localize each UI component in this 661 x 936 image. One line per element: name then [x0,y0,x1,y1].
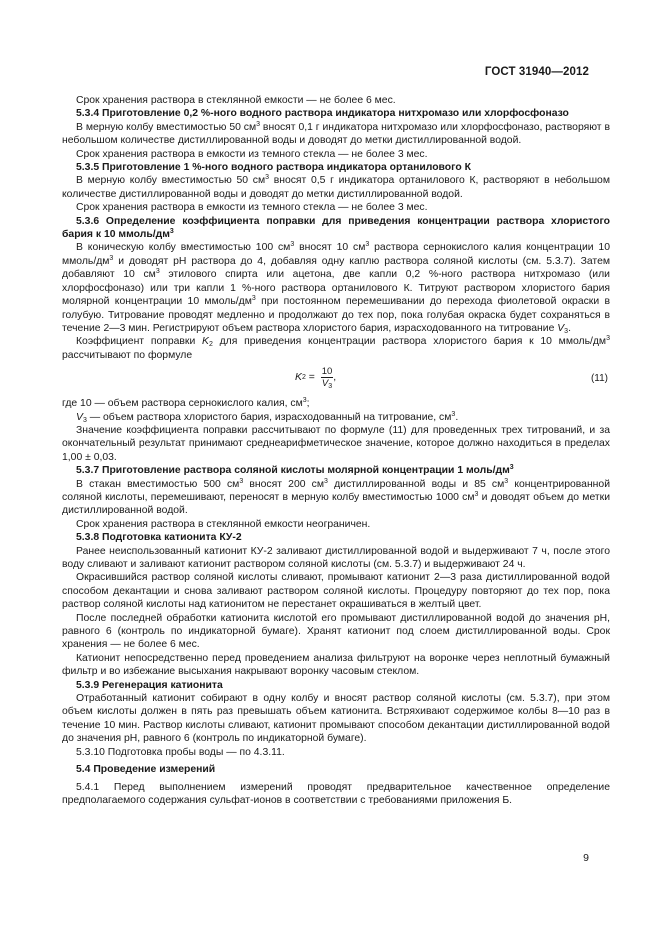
paragraph: В мерную колбу вместимостью 50 $см^3$ вносят 0,5 г индикатора ортанилового К, растворяют в небольшом количестве дистиллированной воды и доводят до метки дистиллированной водой. [62,174,610,200]
paragraph: В стакан вместимостью 500 $см^3$ вносят 200 $см^3$ дистиллированной воды и 85 $см^3$ концентрированной соляной кислоты, перемешивают, переносят в мерную колбу вместимостью 1000 $см^3$ и доводят объем до метки дистиллированной водой. [62,477,611,517]
section-heading: 5.3.6 Определение коэффициента поправки для приведения концентрации раствора хлористого бария к 10 ммоль/$дм^3$ [62,215,610,241]
paragraph: 5.4.1 Перед выполнением измерений проводят предварительное качественное определение предполагаемого содержания сульфат-ионов в соответствии с требованиями приложения Б. [62,781,610,806]
formula-fraction: $\frac{10}{V_3}$ [321,366,333,391]
section-heading: 5.3.8 Подготовка катионита КУ-2 [76,532,242,544]
paragraph: В мерную колбу вместимостью 50 $см^3$ вносят 0,1 г индикатора нитхромазо или хлорфосфоназо, растворяют в небольшом количестве дистиллированной воды и доводят до метки дистиллированной водой. [62,120,610,147]
formula-expression: K 2 = $\frac{10}{V_3}$ , [295,366,337,391]
paragraph: Значение коэффициента поправки рассчитывают по формуле (11) для проведенных трех титрований, и за окончательный результат принимают среднеарифметическое значение, которое должно находиться в пределах 1,00 ± 0,03. [62,424,610,463]
page-number: 9 [583,852,589,864]
paragraph: Срок хранения раствора в стеклянной емкости неограничен. [76,518,371,530]
paragraph: Срок хранения раствора в емкости из темного стекла — не более 3 мес. [76,148,428,160]
paragraph: Катионит непосредственно перед проведением анализа фильтруют на воронке через неплотный бумажный фильтр и во избежание высыхания накрывают воронку часовым стеклом. [62,652,610,678]
definition: где 10 — объем раствора сернокислого калия, $см^3$; [62,397,310,410]
paragraph: 5.3.10 Подготовка пробы воды — по 4.3.11. [76,746,285,758]
paragraph: Срок хранения раствора в стеклянной емкости — не более 6 мес. [76,95,396,106]
paragraph: После последней обработки катионита кислотой его промывают дистиллированной водой до значения pH, равного 6 (контроль по индикаторной бумаге). Хранят катионит под слоем дистиллированной воды. Срок хранения — не более 6 мес. [62,612,610,651]
section-heading: 5.3.4 Приготовление 0,2 %-ного водного раствора индикатора нитхромазо или хлорфосфоназо [76,108,569,120]
section-heading: 5.4 Проведение измерений [76,764,216,776]
section-heading: 5.3.7 Приготовление раствора соляной кислоты молярной концентрации 1 моль/$дм^3$ [76,464,514,477]
paragraph: Ранее неиспользованный катионит КУ-2 заливают дистиллированной водой и выдерживают 7 ч, после этого воду сливают и заливают катионит раствором соляной кислоты (см. 5.3.7) и выдерживают 24 ч. [62,545,610,570]
paragraph: В коническую колбу вместимостью 100 $см^3$ вносят 10 $см^3$ раствора сернокислого калия концентрации 10 ммоль/$дм^3$ и доводят pH раствора до 4, добавляя одну каплю раствора соляной кислоты (см. 5.3.7). Затем добавляют 10 $см^3$ этилового спирта или ацетона, две капли 0,2 %-ного раствора нитхромазо (или хлорфосфоназо) или три капли 1 %-ного раствора ортанилового К. Титруют раствором хлористого бария молярной концентрации 10 ммоль/$дм^3$ при постоянном перемешивании до перехода фиолетовой окраски в голубую. Титрование проводят медленно и продолжают до тех пор, пока голубая окраска будет сохраняться в течение 2—3 мин. Регистрируют объем раствора хлористого бария, израсходованного на титрование $V_3$. [62,241,610,335]
definition: $V_3$ — объем раствора хлористого бария, израсходованный на титрование, $см^3$. [76,410,459,424]
paragraph: Окрасившийся раствор соляной кислоты сливают, промывают катионит 2—3 раза дистиллированной водой способом декантации и снова заливают раствором соляной кислоты. Процедуру повторяют до тех пор, пока раствор соляной кислоты над катионитом не перестанет окрашиваться в желтый цвет. [62,572,610,611]
paragraph: Срок хранения раствора в емкости из темного стекла — не более 3 мес. [76,202,428,214]
formula-11 [62,364,610,394]
paragraph: Отработанный катионит собирают в одну колбу и вносят раствор соляной кислоты (см. 5.3.7), при этом объем кислоты должен в пять раз превышать объем катионита. Встряхивают содержимое колбы 8—10 раз в течение 10 мин. Раствор кислоты сливают, катионит промывают способом декантации дистиллированной водой до значения pH, равного 6 (контроль по индикаторной бумаге). [62,693,610,745]
section-heading: 5.3.9 Регенерация катионита [76,679,223,691]
formula-number: (11) [590,373,608,385]
section-heading: 5.3.5 Приготовление 1 %-ного водного раствора индикатора ортанилового К [76,162,471,174]
document-body [62,94,610,807]
document-header: ГОСТ 31940—2012 [484,66,589,78]
paragraph: Коэффициент поправки $K_2$ для приведения концентрации раствора хлористого бария к 10 ммоль/$дм^3$ рассчитывают по формуле [62,335,610,361]
